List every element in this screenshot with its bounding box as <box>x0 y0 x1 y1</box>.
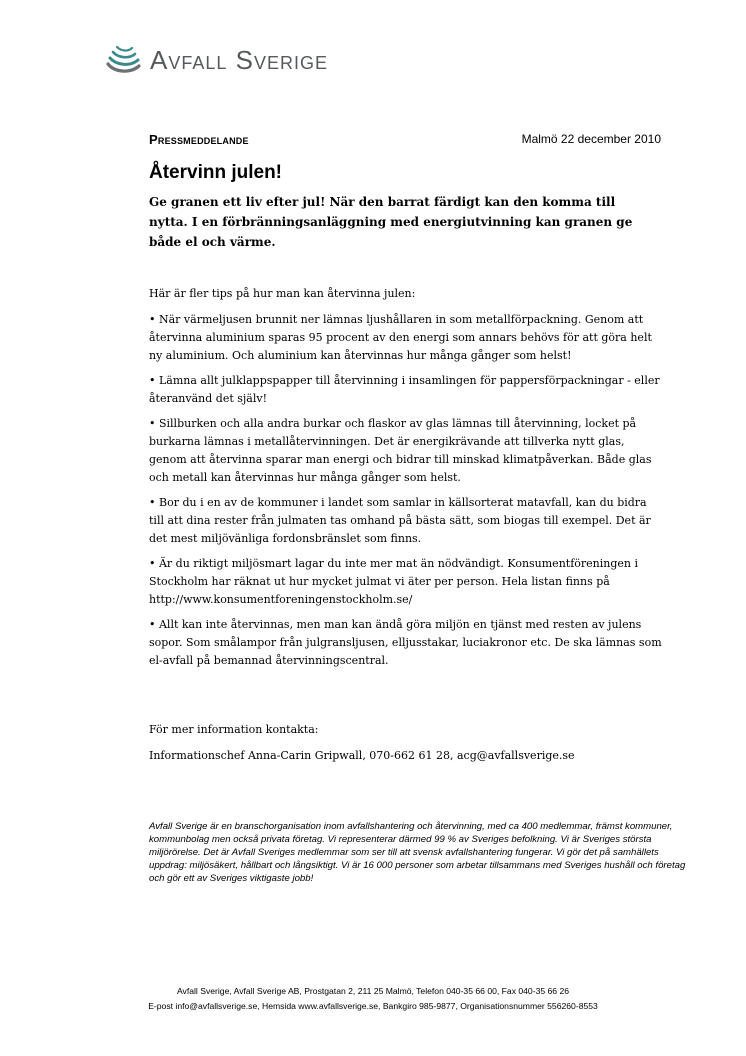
intro-paragraph: Här är fler tips på hur man kan återvinna julen: <box>149 287 416 300</box>
tip-paragraph: • Allt kan inte återvinnas, men man kan ändå göra miljön en tjänst med resten av julens sopor. Som smålampor från julgransljusen, elljusstakar, luciakronor etc. De ska lämnas som el-avfall på bemannad återvinningscentral. <box>149 618 662 667</box>
tip-paragraph: • När värmeljusen brunnit ner lämnas ljushållaren in som metallförpackning. Genom att återvinna aluminium sparas 95 procent av den energi som annars behövs för att göra helt ny aluminium. Och aluminium kan återvinnas hur många gånger som helst! <box>149 313 652 362</box>
page-footer <box>0 984 746 1014</box>
tip-paragraph: • Lämna allt julklappspapper till återvinning i insamlingen för pappersförpackningar - eller återanvänd det själv! <box>149 374 660 405</box>
page-title: Återvinn julen! <box>149 162 283 183</box>
press-header <box>149 132 661 147</box>
about-organisation: Avfall Sverige är en branschorganisation inom avfallshantering och återvinning, med ca 400 medlemmar, främst kommuner, kommunbolag men också privata företag. Vi representerar därmed 99 % av Sveriges befolkning. Vi är Sveriges största miljörörelse. Det är Avfall Sveriges medlemmar som ser till att svensk avfallshantering fungerar. Vi gör det på samhällets uppdrag: miljösäkert, hållbart och långsiktigt. Vi är 16 000 personer som arbetar tillsammans med Sveriges hushåll och företag och gör ett av Sveriges viktigaste jobb! <box>149 821 686 884</box>
tip-paragraph: • Sillburken och alla andra burkar och flaskor av glas lämnas till återvinning, locket på burkarna lämnas i metallåtervinningen. Det är energikrävande att tillverka nytt glas, genom att återvinna sparar man energi och bidrar till minskad klimatpåverkan. Både glas och metall kan återvinnas hur många gånger som helst. <box>149 417 652 484</box>
press-label: Pressmeddelande <box>149 132 249 147</box>
lead-paragraph: Ge granen ett liv efter jul! När den barrat färdigt kan den komma till nytta. I en förbränningsanläggning med energiutvinning kan granen ge både el och värme. <box>149 195 633 249</box>
footer-address: Avfall Sverige, Avfall Sverige AB, Prostgatan 2, 211 25 Malmö, Telefon 040-35 66 00, Fax 040-35 66 26 <box>176 986 570 996</box>
brand-name: Avfall Sverige <box>150 45 328 75</box>
swirl-logo-icon <box>104 42 142 78</box>
footer-contact: E-post info@avfallsverige.se, Hemsida www.avfallsverige.se, Bankgiro 985-9877, Organisationsnummer 556260-8553 <box>148 1001 598 1011</box>
body-text <box>149 285 664 677</box>
contact-section <box>149 721 664 773</box>
brand-logo <box>104 40 328 80</box>
tip-paragraph: • Bor du i en av de kommuner i landet som samlar in källsorterat matavfall, kan du bidra till att dina rester från julmaten tas omhand på bästa sätt, som biogas till exempel. Det är det mest miljövänliga fordonsbränslet som finns. <box>149 496 651 545</box>
contact-person: Informationschef Anna-Carin Gripwall, 070-662 61 28, acg@avfallsverige.se <box>149 749 575 762</box>
contact-heading: För mer information kontakta: <box>149 723 319 736</box>
tip-paragraph: • Är du riktigt miljösmart lagar du inte mer mat än nödvändigt. Konsumentföreningen i Stockholm har räknat ut hur mycket julmat vi äter per person. Hela listan finns på http://www.konsumentforeningenstockholm.se/ <box>149 557 639 606</box>
place-date: Malmö 22 december 2010 <box>521 132 661 146</box>
